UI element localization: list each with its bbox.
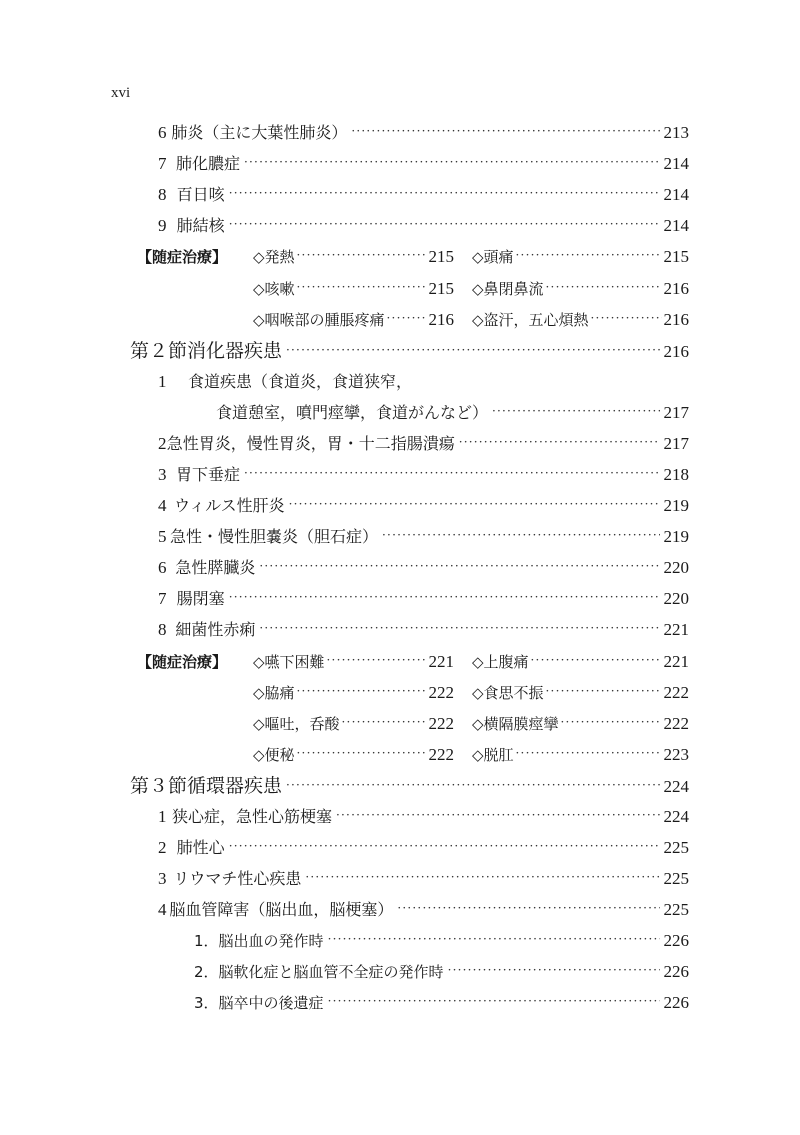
entry-number: 7 [158,589,167,608]
dot-leader [305,865,659,889]
entry-number: 5 [158,527,167,546]
entry-page: 214 [663,216,689,235]
toc-entry[interactable] [158,836,689,860]
toc-entry[interactable] [158,898,689,922]
subentry-page: 226 [663,962,689,981]
entry-title: 細菌性赤痢 [175,620,256,639]
symptom-title: ◇脱肛 [472,746,514,764]
symptom-page: 216 [663,310,689,329]
dot-leader [297,679,427,703]
entry-page: 224 [663,807,689,826]
symptom-entry[interactable] [253,308,454,333]
entry-page: 214 [663,185,689,204]
entry-title: 脳血管障害（脳出血，脳梗塞） [169,900,394,919]
toc-entry[interactable] [158,805,689,829]
toc-entry[interactable] [158,183,689,207]
dot-leader [382,523,659,547]
entry-title: 肺結核 [176,216,225,235]
entry-page: 218 [663,465,689,484]
symptom-title: ◇嚥下困難 [253,653,325,671]
toc-entry[interactable] [158,152,689,176]
dot-leader [297,741,427,765]
entry-page: 225 [663,900,689,919]
dot-leader [492,399,659,423]
symptom-title: ◇発熱 [253,248,295,266]
symptom-entry[interactable] [253,743,454,768]
dot-leader [327,648,427,672]
page-number: xvi [111,85,131,101]
toc-subentry[interactable] [194,929,689,953]
symptom-page: 221 [663,652,689,671]
entry-number: 2 [158,434,167,453]
entry-number: 3 [158,465,167,484]
symptom-page: 216 [663,279,689,298]
entry-title: 胃下垂症 [176,465,241,484]
toc-entry[interactable] [158,525,689,549]
dot-leader [244,150,659,174]
symptom-title: ◇食思不振 [472,684,544,702]
entry-number: 6 [158,558,167,577]
symptom-entry[interactable] [472,308,689,333]
entry-title: 狭心症，急性心筋梗塞 [172,807,333,826]
entry-number: 4 [158,496,167,515]
dot-leader [351,119,659,143]
subentry-page: 226 [663,993,689,1012]
entry-title: 肺化膿症 [176,154,241,173]
section-title: 消化器疾患 [187,340,283,362]
subentry-number: 3． [194,994,219,1012]
symptom-page: 222 [663,714,689,733]
dot-leader [286,338,659,362]
dot-leader [289,492,660,516]
symptom-page: 222 [428,683,454,702]
entry-title: 食道憩室，噴門痙攣，食道がんなど） [216,403,489,422]
entry-number: 3 [158,869,167,888]
dot-leader [546,679,662,703]
toc-entry[interactable] [158,432,689,456]
symptom-page: 221 [428,652,454,671]
subentry-title: 脳軟化症と脳血管不全症の発作時 [218,963,444,981]
subentry-number: 1． [194,932,219,950]
symptom-page: 215 [428,247,454,266]
entry-page: 217 [663,434,689,453]
subentry-number: 2． [194,963,219,981]
toc-entry[interactable] [158,618,689,642]
subentry-page: 226 [663,931,689,950]
section-number: 第２節 [130,341,188,362]
entry-number: 8 [158,620,167,639]
entry-title: 腸閉塞 [176,589,225,608]
symptom-title: ◇便秘 [253,746,295,764]
toc-entry[interactable] [158,370,689,394]
symptom-entry[interactable] [472,650,689,675]
symptom-page: 222 [428,714,454,733]
symptom-page: 223 [663,745,689,764]
symptom-entry[interactable] [472,245,689,270]
dot-leader [561,710,662,734]
symptom-entry[interactable] [472,277,689,302]
entry-page: 219 [663,496,689,515]
toc-subentry[interactable] [194,991,689,1015]
symptom-title: ◇頭痛 [472,248,514,266]
dot-leader [229,834,660,858]
symptom-page: 222 [428,745,454,764]
entry-number: 9 [158,216,167,235]
symptom-entry[interactable] [253,712,454,737]
entry-title: リウマチ性心疾患 [173,869,302,888]
entry-title: 急性膵臓炎 [175,558,256,577]
entry-number: 1 [158,372,167,391]
entry-page: 213 [663,123,689,142]
entry-page: 220 [663,558,689,577]
dot-leader [297,275,427,299]
entry-number: 7 [158,154,167,173]
entry-number: 6 [158,123,167,142]
symptom-entry[interactable] [253,245,454,270]
symptom-entry[interactable] [253,277,454,302]
symptom-page: 216 [428,310,454,329]
entry-title: 肺性心 [176,838,225,857]
dot-leader [244,461,659,485]
dot-leader [297,243,427,267]
symptom-page: 215 [663,247,689,266]
entry-number: 1 [158,807,167,826]
entry-page: 219 [663,527,689,546]
dot-leader [448,958,660,982]
symptom-title: ◇横隔膜痙攣 [472,715,559,733]
dot-leader [516,243,662,267]
dot-leader [229,585,660,609]
toc-subentry[interactable] [194,960,689,984]
dot-leader [459,430,660,454]
dot-leader [229,212,660,236]
entry-page: 225 [663,838,689,857]
entry-page: 225 [663,869,689,888]
entry-title: 急性胃炎，慢性胃炎，胃・十二指腸潰瘍 [166,434,455,453]
dot-leader [259,616,659,640]
entry-number: 2 [158,838,167,857]
toc-entry[interactable] [158,587,689,611]
symptom-title: ◇鼻閉鼻流 [472,280,544,298]
entry-title: 食道疾患（食道炎，食道狭窄， [188,372,413,391]
symptom-entry[interactable] [472,743,689,768]
toc-entry[interactable] [158,494,689,518]
subentry-title: 脳出血の発作時 [218,932,324,950]
symptom-title: ◇嘔吐，呑酸 [253,715,340,733]
toc-entry[interactable] [158,867,689,891]
symptom-entry[interactable] [253,650,454,675]
entry-page: 221 [663,620,689,639]
entry-number: 8 [158,185,167,204]
entry-title: 百日咳 [176,185,225,204]
dot-leader [328,989,660,1013]
section-page: 224 [663,777,689,796]
symptom-treatment-label: 【随症治療】 [137,653,228,671]
symptom-title: ◇咳嗽 [253,280,295,298]
entry-page: 214 [663,154,689,173]
toc-entry-continuation[interactable] [216,401,689,425]
dot-leader [336,803,659,827]
dot-leader [516,741,662,765]
entry-title: ウィルス性肝炎 [174,496,285,515]
toc-entry[interactable] [158,214,689,238]
dot-leader [259,554,659,578]
subentry-title: 脳卒中の後遺症 [218,994,324,1012]
symptom-treatment-label: 【随症治療】 [137,248,228,266]
section-number: 第３節 [130,776,188,797]
symptom-entry[interactable] [472,712,689,737]
dot-leader [591,306,662,330]
symptom-entry[interactable] [253,681,454,706]
dot-leader [531,648,662,672]
entry-number: 4 [158,900,167,919]
symptom-title: ◇盗汗，五心煩熱 [472,311,589,329]
toc-entry[interactable] [158,463,689,487]
section-heading[interactable] [130,339,689,363]
dot-leader [546,275,662,299]
symptom-page: 215 [428,279,454,298]
dot-leader [286,773,659,797]
section-title: 循環器疾患 [187,775,283,797]
dot-leader [397,896,659,920]
symptom-title: ◇咽喉部の腫脹疼痛 [253,311,385,329]
symptom-page: 222 [663,683,689,702]
section-page: 216 [663,342,689,361]
symptom-entry[interactable] [472,681,689,706]
toc-entry[interactable] [158,121,689,145]
dot-leader [229,181,660,205]
toc-entry[interactable] [158,556,689,580]
symptom-title: ◇脇痛 [253,684,295,702]
dot-leader [328,927,660,951]
entry-page: 220 [663,589,689,608]
section-heading[interactable] [130,774,689,798]
entry-title: 急性・慢性胆嚢炎（胆石症） [170,527,379,546]
dot-leader [387,306,427,330]
entry-title: 肺炎（主に大葉性肺炎） [171,123,348,142]
symptom-title: ◇上腹痛 [472,653,529,671]
dot-leader [342,710,427,734]
entry-page: 217 [663,403,689,422]
